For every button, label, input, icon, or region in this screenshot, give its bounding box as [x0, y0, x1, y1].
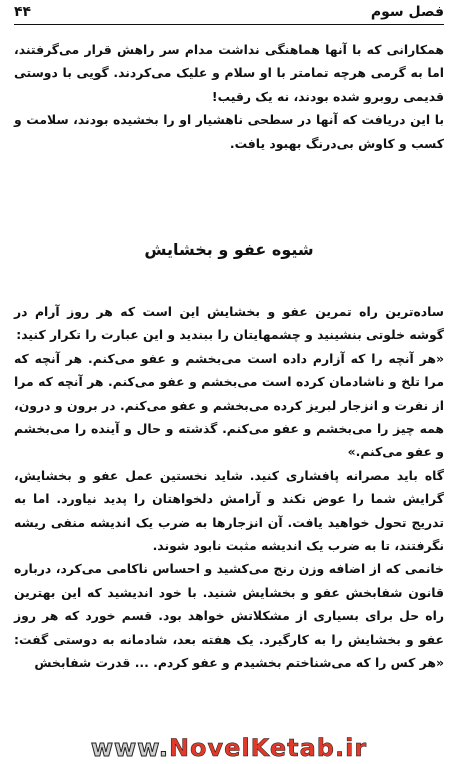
paragraph: همکارانی که با آنها هماهنگی نداشت مدام سر راهش قرار می‌گرفتند، اما به گرمی هرچه تمامتر با او سلام و علیک می‌کردند. گویی با دوستی قدیمی روبرو شده بودند، نه یک رقیب! [14, 42, 444, 104]
section-title: شیوه عفو و بخشایش [144, 240, 314, 259]
header-rule [14, 24, 444, 25]
watermark-site: NovelKetab.ir [168, 734, 368, 762]
paragraph: ساده‌ترین راه تمرین عفو و بخشایش این است که هر روز آرام در گوشه خلوتی بنشینید و چشمهایتان را ببندید و این عبارت را تکرار کنید: [14, 304, 444, 343]
paragraph: خانمی که از اضافه وزن رنج می‌کشید و احساس ناکامی می‌کرد، درباره قانون شفابخش عفو و بخشایش شنید. با خود اندیشید که این بهترین راه حل برای بسیاری از مشکلاتش خواهد بود. قسم خورد که هر روز عفو و بخشایش را به کارگیرد. یک هفته بعد، شادمانه به دوستی گفت: «هر کس را که می‌شناختم بخشیدم و عفو کردم. ... قدرت شفابخش [14, 561, 444, 671]
site-watermark [0, 734, 458, 762]
page-number: ۴۴ [14, 4, 32, 20]
watermark-prefix: www. [90, 734, 169, 762]
chapter-title: فصل سوم [370, 4, 444, 20]
paragraph: گاه باید مصرانه پافشاری کنید. شاید نخستین عمل عفو و بخشایش، گرایش شما را عوض نکند و آرامش دلخواهتان را پدید نیاورد. اما به تدریج تحول خواهید یافت. آن انزجارها به ضرب یک اندیشه منفی ریشه نگرفتند، تا به ضرب یک اندیشه مثبت نابود شوند. [14, 467, 444, 554]
paragraph: با این دریافت که آنها در سطحی ناهشیار او را بخشیده بودند، سلامت و کسب و کاوش بی‌درنگ بهبود یافت. [14, 112, 444, 151]
quoted-paragraph: «هر آنچه را که آزارم داده است می‌بخشم و عفو می‌کنم. هر آنچه که مرا تلخ و ناشادمان کرده است می‌بخشم و عفو می‌کنم. هر آنچه که مرا از نفرت و انزجار لبریز کرده می‌بخشم و عفو می‌کنم. در برون و درون، همه چیز را می‌بخشم و عفو می‌کنم. گذشته و حال و آینده را می‌بخشم و عفو می‌کنم.» [14, 350, 444, 460]
page-header [14, 0, 444, 24]
top-text-block [14, 38, 444, 155]
bottom-text-block [14, 300, 444, 675]
